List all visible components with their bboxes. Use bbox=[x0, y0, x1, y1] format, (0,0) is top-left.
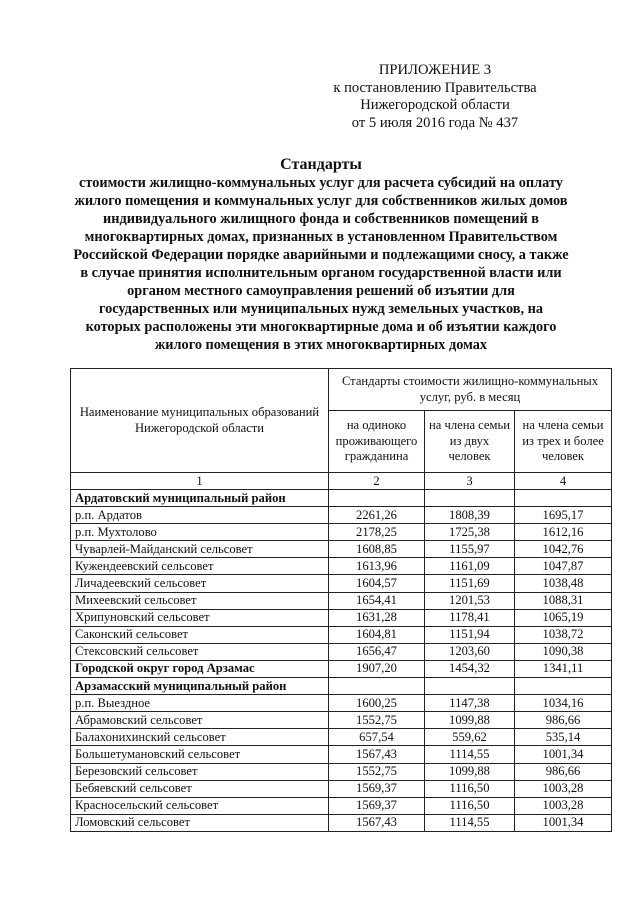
three-plus-value-cell: 1612,16 bbox=[515, 524, 612, 541]
table-row bbox=[71, 780, 612, 797]
single-citizen-value-cell: 1552,75 bbox=[329, 712, 425, 729]
column-number: 3 bbox=[425, 473, 515, 490]
table-row bbox=[71, 609, 612, 626]
document-subtitle-line: жилого помещения и коммунальных услуг для собственников жилых домов bbox=[74, 193, 568, 210]
two-person-value-cell: 1725,38 bbox=[425, 524, 515, 541]
two-person-value-cell bbox=[425, 490, 515, 507]
table-row bbox=[71, 763, 612, 780]
document-subtitle-line: органом местного самоуправления решений об изъятии для bbox=[127, 283, 515, 300]
three-plus-value-cell: 1038,48 bbox=[515, 575, 612, 592]
table-row bbox=[71, 592, 612, 609]
two-person-value-cell: 1454,32 bbox=[425, 660, 515, 677]
document-subtitle-line: индивидуального жилищного фонда и собственников помещений в bbox=[103, 211, 539, 228]
three-plus-value-cell: 1065,19 bbox=[515, 609, 612, 626]
municipality-name-cell: Березовский сельсовет bbox=[71, 763, 329, 780]
document-heading bbox=[70, 155, 572, 354]
single-citizen-value-cell bbox=[329, 490, 425, 507]
municipality-name-cell: Арзамасский муниципальный район bbox=[71, 678, 329, 695]
three-plus-value-cell: 986,66 bbox=[515, 763, 612, 780]
three-plus-value-cell: 1042,76 bbox=[515, 541, 612, 558]
two-person-value-cell: 559,62 bbox=[425, 729, 515, 746]
municipality-name-cell: Хрипуновский сельсовет bbox=[71, 609, 329, 626]
municipality-name-cell: р.п. Мухтолово bbox=[71, 524, 329, 541]
single-citizen-value-cell: 2178,25 bbox=[329, 524, 425, 541]
municipality-name-cell: Ардатовский муниципальный район bbox=[71, 490, 329, 507]
single-citizen-value-cell: 1613,96 bbox=[329, 558, 425, 575]
document-subtitle-line: жилого помещения в этих многоквартирных домах bbox=[154, 337, 488, 354]
three-plus-value-cell: 1001,34 bbox=[515, 746, 612, 763]
municipality-name-cell: Городской округ город Арзамас bbox=[71, 660, 329, 677]
single-citizen-value-cell bbox=[329, 678, 425, 695]
table-row bbox=[71, 524, 612, 541]
two-person-value-cell: 1161,09 bbox=[425, 558, 515, 575]
three-plus-value-cell bbox=[515, 490, 612, 507]
three-plus-value-cell: 986,66 bbox=[515, 712, 612, 729]
document-subtitle-line: многоквартирных домах, признанных в установленном Правительством bbox=[84, 229, 558, 246]
two-person-value-cell bbox=[425, 678, 515, 695]
municipality-name-cell: Бебяевский сельсовет bbox=[71, 780, 329, 797]
single-citizen-value-cell: 1567,43 bbox=[329, 814, 425, 831]
three-plus-value-cell: 1038,72 bbox=[515, 626, 612, 643]
three-plus-value-cell: 1003,28 bbox=[515, 780, 612, 797]
two-person-value-cell: 1147,38 bbox=[425, 695, 515, 712]
single-citizen-value-cell: 1569,37 bbox=[329, 797, 425, 814]
municipality-name-cell: Кужендеевский сельсовет bbox=[71, 558, 329, 575]
table-row bbox=[71, 643, 612, 660]
single-citizen-value-cell: 657,54 bbox=[329, 729, 425, 746]
three-plus-family-column-header: на члена семьи из трех и более человек bbox=[515, 411, 612, 473]
two-person-value-cell: 1114,55 bbox=[425, 814, 515, 831]
table-row bbox=[71, 712, 612, 729]
appendix-region-line: Нижегородской области bbox=[360, 97, 510, 113]
single-citizen-value-cell: 1569,37 bbox=[329, 780, 425, 797]
two-person-value-cell: 1099,88 bbox=[425, 712, 515, 729]
document-subtitle-line: государственных или муниципальных нужд земельных участков, на bbox=[98, 301, 543, 318]
two-person-value-cell: 1808,39 bbox=[425, 507, 515, 524]
three-plus-value-cell: 535,14 bbox=[515, 729, 612, 746]
municipality-name-cell: р.п. Выездное bbox=[71, 695, 329, 712]
column-number: 2 bbox=[329, 473, 425, 490]
three-plus-value-cell: 1695,17 bbox=[515, 507, 612, 524]
document-subtitle-line: в случае принятия исполнительным органом государственной власти или bbox=[80, 265, 562, 282]
column-number: 1 bbox=[71, 473, 329, 490]
document-subtitle-line: Российской Федерации порядке аварийными и подлежащими сносу, а также bbox=[73, 247, 569, 264]
two-person-value-cell: 1099,88 bbox=[425, 763, 515, 780]
three-plus-value-cell: 1001,34 bbox=[515, 814, 612, 831]
three-plus-value-cell bbox=[515, 678, 612, 695]
two-person-value-cell: 1114,55 bbox=[425, 746, 515, 763]
municipality-name-cell: Михеевский сельсовет bbox=[71, 592, 329, 609]
two-person-value-cell: 1203,60 bbox=[425, 643, 515, 660]
municipality-name-cell: р.п. Ардатов bbox=[71, 507, 329, 524]
single-citizen-value-cell: 1604,57 bbox=[329, 575, 425, 592]
three-plus-value-cell: 1090,38 bbox=[515, 643, 612, 660]
two-person-family-column-header: на члена семьи из двух человек bbox=[425, 411, 515, 473]
two-person-value-cell: 1155,97 bbox=[425, 541, 515, 558]
table-section-row bbox=[71, 678, 612, 695]
table-row bbox=[71, 626, 612, 643]
table-row bbox=[71, 575, 612, 592]
document-subtitle-line: стоимости жилищно-коммунальных услуг для расчета субсидий на оплату bbox=[79, 175, 563, 191]
municipality-name-cell: Ломовский сельсовет bbox=[71, 814, 329, 831]
table-section-row bbox=[71, 660, 612, 677]
single-citizen-column-header: на одиноко проживающего гражданина bbox=[329, 411, 425, 473]
municipality-name-cell: Личадеевский сельсовет bbox=[71, 575, 329, 592]
single-citizen-value-cell: 1604,81 bbox=[329, 626, 425, 643]
three-plus-value-cell: 1047,87 bbox=[515, 558, 612, 575]
three-plus-value-cell: 1003,28 bbox=[515, 797, 612, 814]
two-person-value-cell: 1201,53 bbox=[425, 592, 515, 609]
single-citizen-value-cell: 1608,85 bbox=[329, 541, 425, 558]
municipality-name-cell: Балахонихинский сельсовет bbox=[71, 729, 329, 746]
municipality-column-header: Наименование муниципальных образований Нижегородской области bbox=[71, 369, 329, 473]
municipality-name-cell: Чуварлей-Майданский сельсовет bbox=[71, 541, 329, 558]
municipality-name-cell: Красносельский сельсовет bbox=[71, 797, 329, 814]
table-row bbox=[71, 541, 612, 558]
single-citizen-value-cell: 1656,47 bbox=[329, 643, 425, 660]
appendix-date-line: от 5 июля 2016 года № 437 bbox=[351, 114, 519, 131]
table-section-row bbox=[71, 490, 612, 507]
standards-table bbox=[70, 368, 612, 832]
single-citizen-value-cell: 1600,25 bbox=[329, 695, 425, 712]
table-row bbox=[71, 729, 612, 746]
two-person-value-cell: 1151,94 bbox=[425, 626, 515, 643]
table-body bbox=[71, 490, 612, 832]
municipality-name-cell: Стексовский сельсовет bbox=[71, 643, 329, 660]
appendix-decree-line: к постановлению Правительства bbox=[333, 79, 537, 96]
single-citizen-value-cell: 1654,41 bbox=[329, 592, 425, 609]
column-number: 4 bbox=[515, 473, 612, 490]
table-row bbox=[71, 695, 612, 712]
single-citizen-value-cell: 1907,20 bbox=[329, 660, 425, 677]
table-row bbox=[71, 558, 612, 575]
document-subtitle-line: которых расположены эти многоквартирные дома и об изъятии каждого bbox=[85, 319, 557, 336]
appendix-block bbox=[330, 62, 540, 132]
table-row bbox=[71, 797, 612, 814]
municipality-name-cell: Саконский сельсовет bbox=[71, 626, 329, 643]
single-citizen-value-cell: 2261,26 bbox=[329, 507, 425, 524]
municipality-name-cell: Абрамовский сельсовет bbox=[71, 712, 329, 729]
three-plus-value-cell: 1088,31 bbox=[515, 592, 612, 609]
single-citizen-value-cell: 1631,28 bbox=[329, 609, 425, 626]
single-citizen-value-cell: 1552,75 bbox=[329, 763, 425, 780]
two-person-value-cell: 1151,69 bbox=[425, 575, 515, 592]
single-citizen-value-cell: 1567,43 bbox=[329, 746, 425, 763]
appendix-label: ПРИЛОЖЕНИЕ 3 bbox=[378, 62, 492, 78]
two-person-value-cell: 1116,50 bbox=[425, 780, 515, 797]
document-title: Стандарты bbox=[280, 156, 362, 173]
two-person-value-cell: 1178,41 bbox=[425, 609, 515, 626]
two-person-value-cell: 1116,50 bbox=[425, 797, 515, 814]
table-row bbox=[71, 746, 612, 763]
three-plus-value-cell: 1341,11 bbox=[515, 660, 612, 677]
three-plus-value-cell: 1034,16 bbox=[515, 695, 612, 712]
table-row bbox=[71, 814, 612, 831]
municipality-name-cell: Большетумановский сельсовет bbox=[71, 746, 329, 763]
standards-group-header: Стандарты стоимости жилищно-коммунальных услуг, руб. в месяц bbox=[329, 369, 612, 411]
table-row bbox=[71, 507, 612, 524]
